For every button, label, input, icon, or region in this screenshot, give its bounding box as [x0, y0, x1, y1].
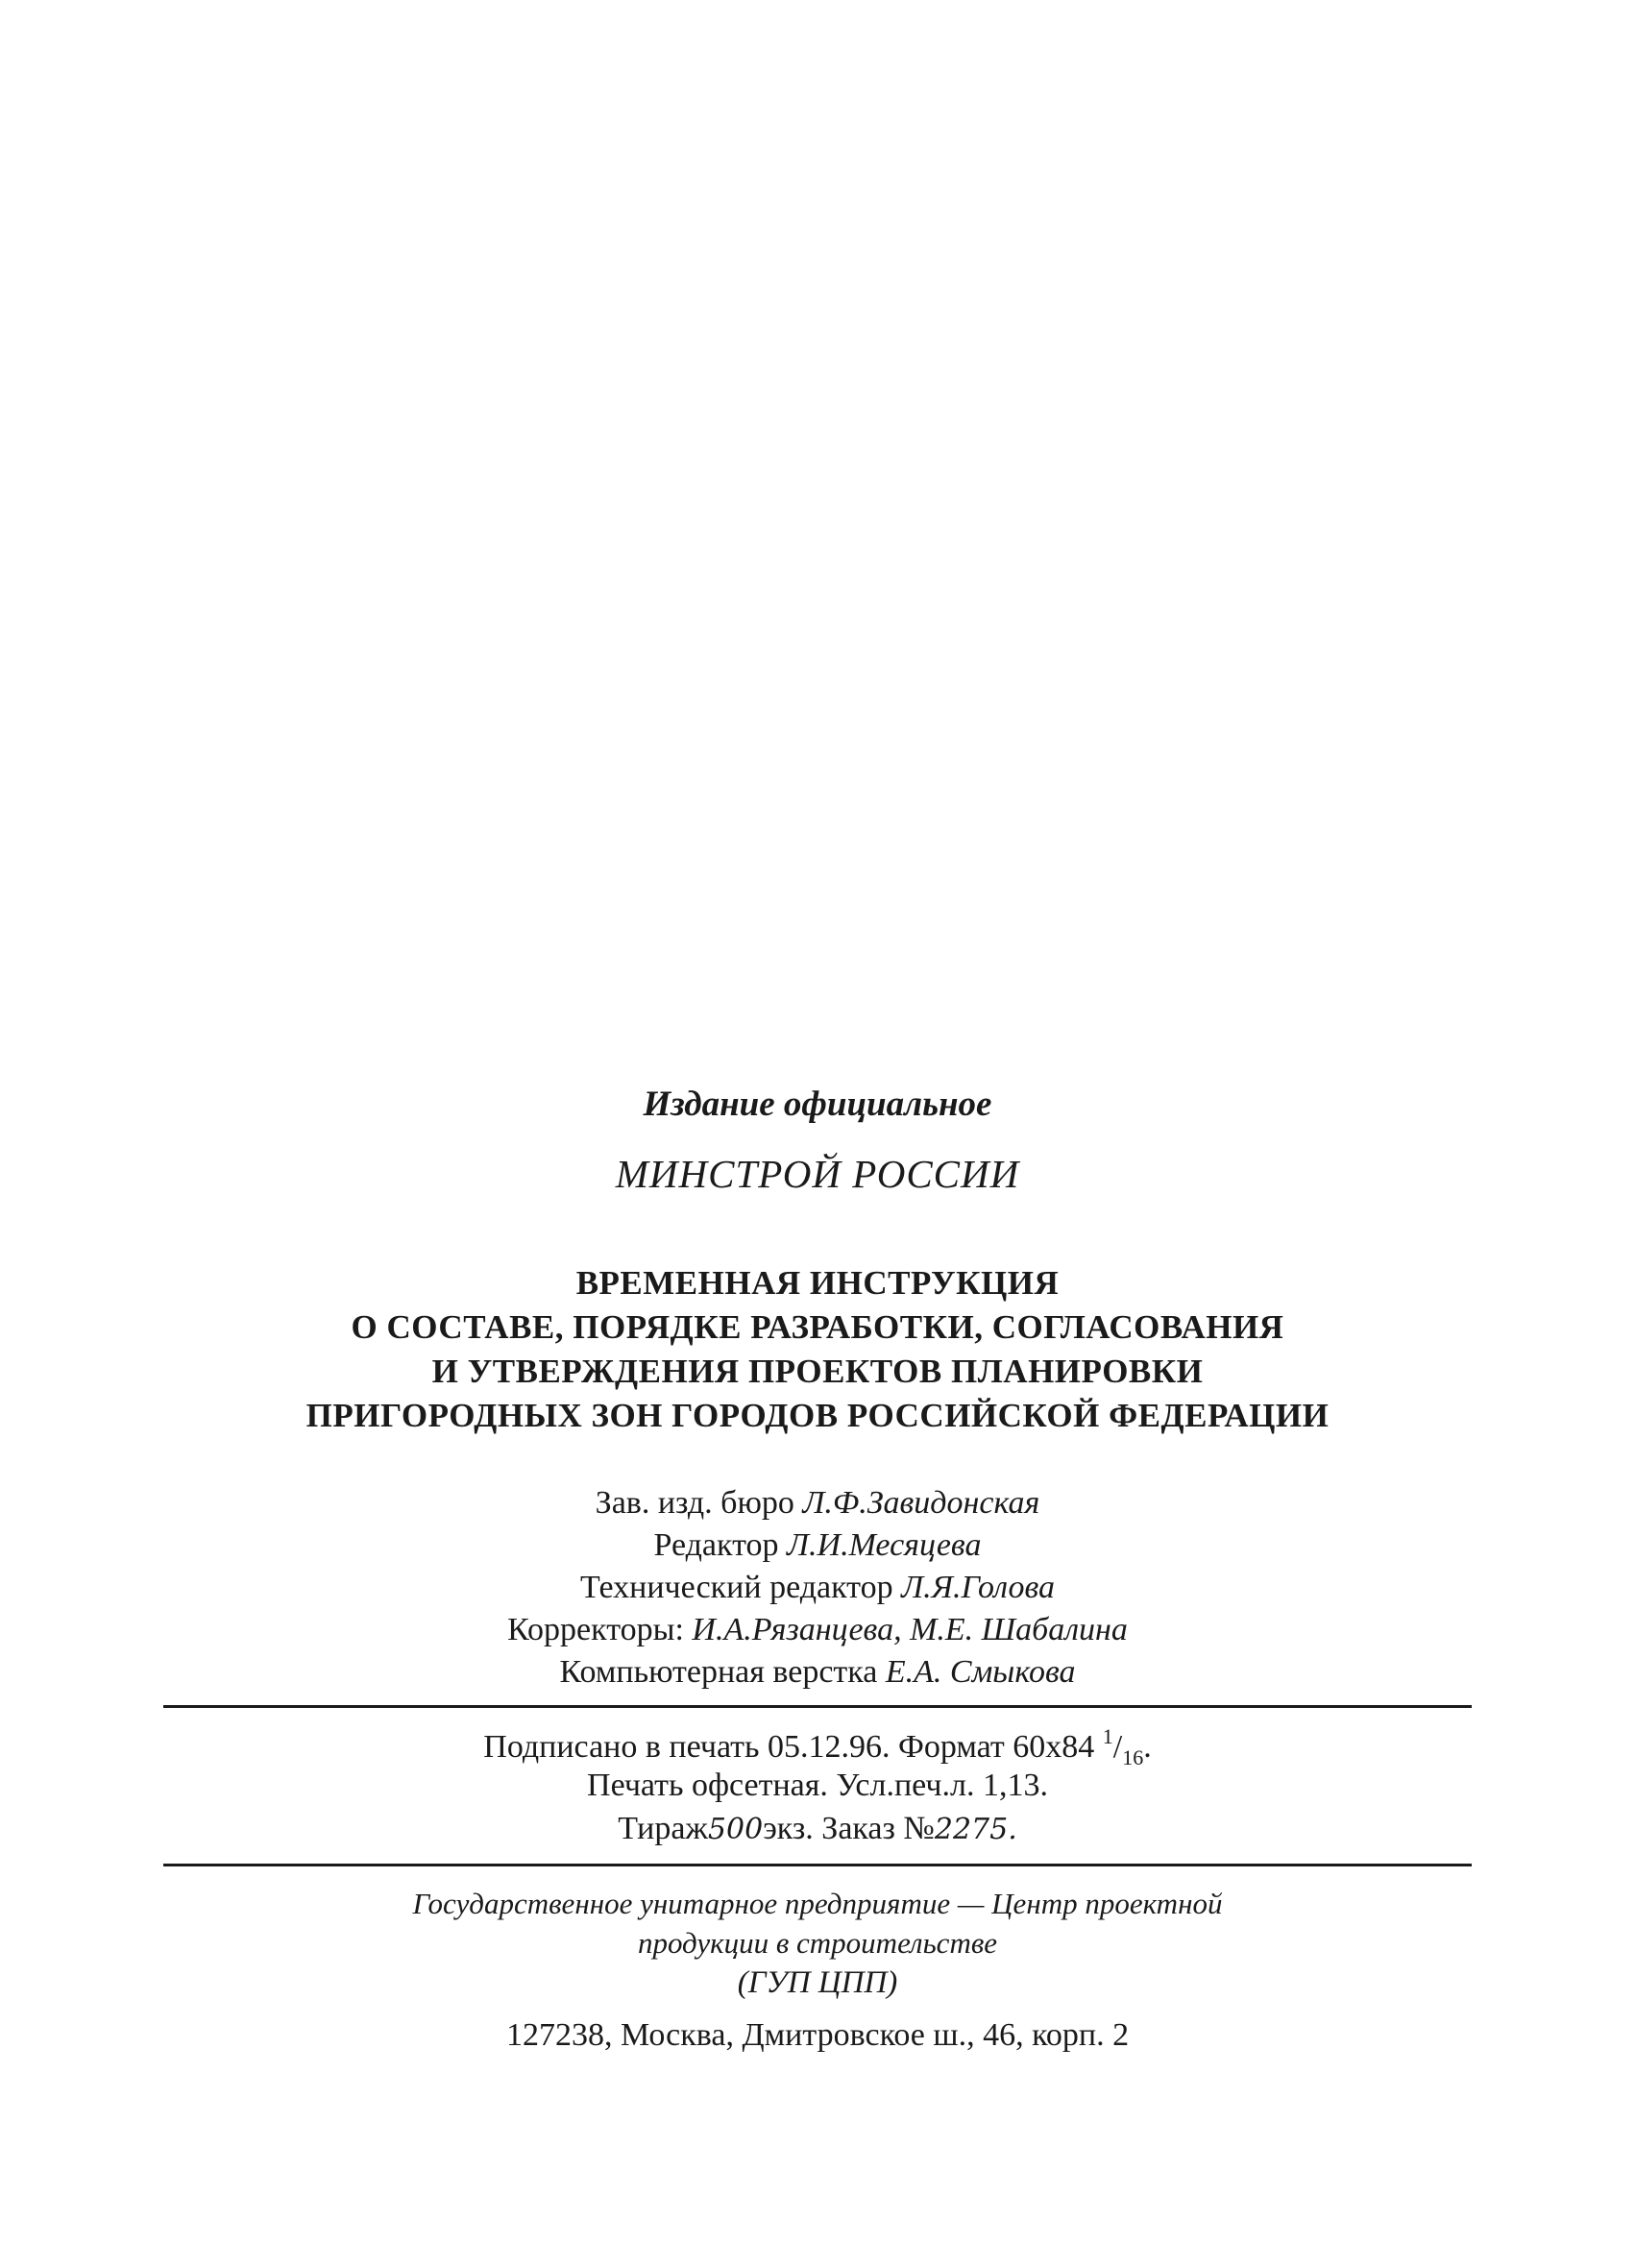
credit-proofreaders [0, 1612, 1635, 1648]
edition-label: Издание официальное [643, 1085, 992, 1124]
run-unit: экз. Заказ № [763, 1811, 935, 1846]
credit-layout [0, 1654, 1635, 1691]
credit-name: Л.И.Месяцева [787, 1527, 982, 1563]
credit-role: Редактор [653, 1527, 779, 1563]
credit-technical-editor [0, 1570, 1635, 1606]
print-method-line: Печать офсетная. Усл.печ.л. 1,13. [587, 1768, 1048, 1803]
credit-role: Технический редактор [580, 1570, 893, 1605]
credit-name: И.А.Рязанцева, М.Е. Шабалина [692, 1612, 1128, 1647]
ministry-name: МИНСТРОЙ РОССИИ [615, 1152, 1020, 1196]
divider-bottom [163, 1864, 1472, 1866]
print-signed-line [0, 1724, 1635, 1770]
run-label: Тираж [618, 1811, 708, 1846]
publisher-address: 127238, Москва, Дмитровское ш., 46, корп. 2 [505, 2017, 1130, 2053]
publisher-line-2: продукции в строительстве [637, 1926, 998, 1960]
publisher-abbreviation: (ГУП ЦПП) [737, 1965, 898, 2000]
document-title-line-2: О СОСТАВЕ, ПОРЯДКЕ РАЗРАБОТКИ, СОГЛАСОВАНИЯ [351, 1308, 1284, 1346]
format-end: . [1143, 1729, 1152, 1765]
document-title-line-4: ПРИГОРОДНЫХ ЗОН ГОРОДОВ РОССИЙСКОЙ ФЕДЕРАЦИИ [305, 1397, 1330, 1434]
signed-text: Подписано в печать 05.12.96. Формат 60x84 [483, 1729, 1095, 1765]
credit-role: Компьютерная верстка [559, 1654, 878, 1690]
print-run-line [0, 1811, 1635, 1847]
credit-role: Зав. изд. бюро [595, 1485, 794, 1521]
credit-head-of-bureau [0, 1485, 1635, 1522]
document-title-line-3: И УТВЕРЖДЕНИЯ ПРОЕКТОВ ПЛАНИРОВКИ [431, 1353, 1204, 1390]
credit-name: Е.А. Смыкова [885, 1654, 1076, 1690]
format-numerator: 1 [1102, 1724, 1113, 1748]
credit-editor [0, 1527, 1635, 1564]
credit-role: Корректоры: [507, 1612, 684, 1647]
credit-name: Л.Ф.Завидонская [802, 1485, 1040, 1521]
order-value-handwritten: 2275. [934, 1813, 1017, 1846]
publisher-line-1: Государственное унитарное предприятие — Центр проектной [412, 1887, 1223, 1920]
document-title-line-1: ВРЕМЕННАЯ ИНСТРУКЦИЯ [575, 1264, 1060, 1302]
credit-name: Л.Я.Голова [901, 1570, 1055, 1605]
format-fraction: $^1/_{16}$ [1102, 1724, 1144, 1769]
divider-top [163, 1705, 1472, 1708]
run-value-handwritten: 500 [707, 1813, 764, 1846]
format-denominator: 16 [1122, 1745, 1144, 1769]
